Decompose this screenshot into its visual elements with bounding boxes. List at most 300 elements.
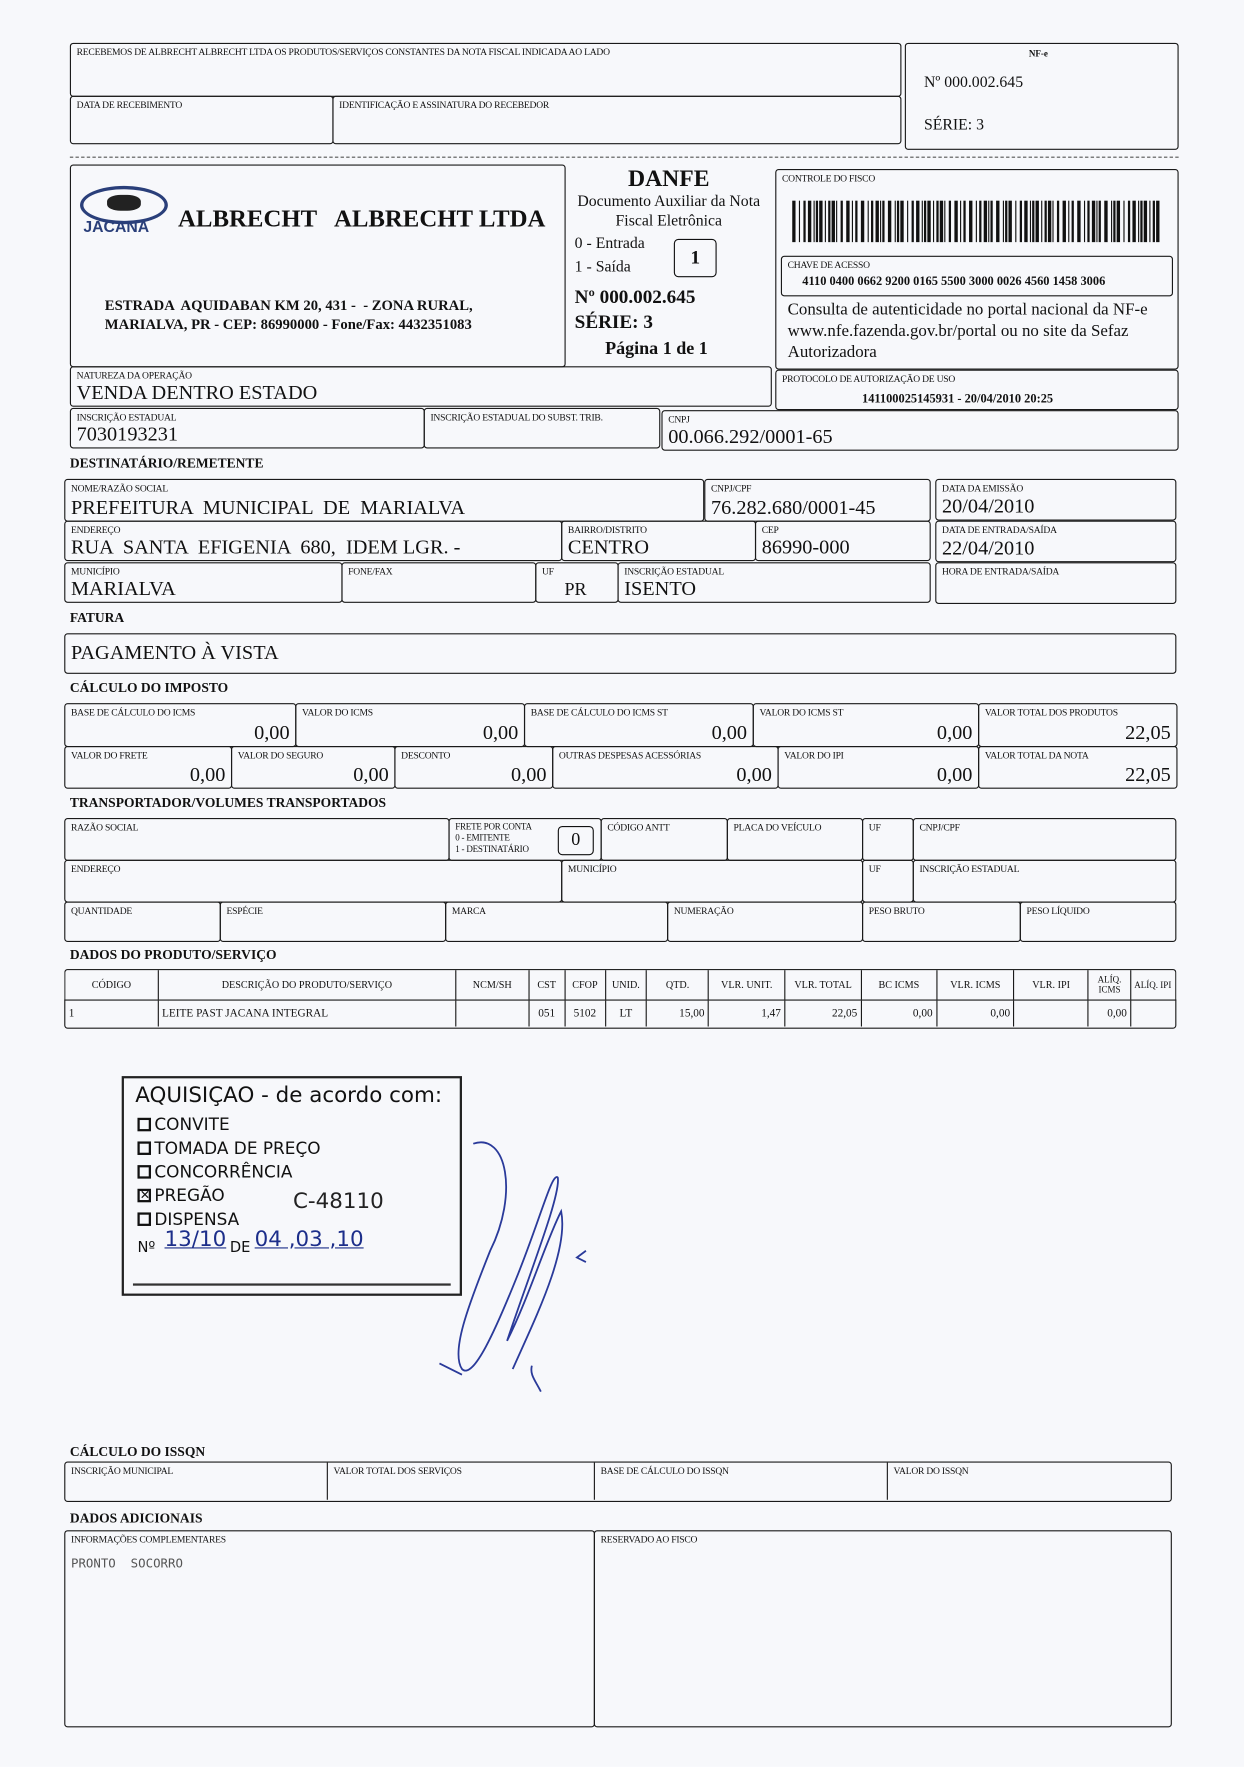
nature-field	[70, 366, 772, 407]
barcode-bar	[1003, 201, 1004, 243]
recipient-name-field	[64, 479, 704, 522]
net-weight-field	[1020, 901, 1177, 942]
barcode-bar	[922, 201, 923, 243]
label: HORA DE ENTRADA/SAÍDA	[942, 565, 1060, 577]
tax-field	[552, 746, 778, 789]
value: 76.282.680/0001-45	[711, 495, 876, 519]
receipt-box	[70, 43, 902, 97]
label: VALOR DO SEGURO	[237, 749, 324, 761]
tax-field	[753, 703, 979, 747]
table-cell: 0,00	[1089, 1001, 1132, 1027]
column-header: VLR. ICMS	[937, 970, 1015, 999]
products-heading: DADOS DO PRODUTO/SERVIÇO	[69, 946, 277, 963]
species-field	[220, 901, 446, 942]
column-header: VLR. IPI	[1015, 970, 1089, 999]
column-header: VLR. TOTAL	[785, 970, 861, 999]
label: VALOR DO IPI	[784, 749, 844, 761]
acquisition-stamp	[122, 1076, 462, 1296]
column-header: CÓDIGO	[65, 970, 158, 999]
label: ENDEREÇO	[70, 523, 121, 536]
tax-field	[64, 746, 232, 789]
transport-heading: TRANSPORTADOR/VOLUMES TRANSPORTADOS	[69, 794, 387, 811]
checkbox-icon	[137, 1212, 151, 1226]
value: 20/04/2010	[942, 494, 1035, 518]
city-field	[64, 562, 342, 603]
barcode-bar	[1149, 201, 1150, 243]
acquisition-date: 04 ,03 ,10	[254, 1227, 364, 1252]
value: ISENTO	[624, 576, 696, 600]
tax-field	[231, 746, 396, 789]
column-header: BC ICMS	[862, 970, 937, 999]
signature	[428, 1127, 631, 1397]
value: CENTRO	[567, 535, 650, 558]
value: 22/04/2010	[942, 536, 1035, 559]
emitter-city-phone: MARIALVA, PR - CEP: 86990000 - Fone/Fax: 4432351083	[104, 315, 472, 333]
label: INSCRIÇÃO ESTADUAL	[624, 565, 724, 577]
option-label: CONCORRÊNCIA	[154, 1161, 293, 1183]
value: 0,00	[511, 762, 547, 786]
carrier-name-field	[64, 818, 449, 861]
column-header: QTD.	[647, 970, 709, 999]
option-label: TOMADA DE PREÇO	[154, 1138, 321, 1159]
label: FONE/FAX	[348, 565, 393, 577]
label: INSCRIÇÃO ESTADUAL	[76, 411, 177, 423]
barcode-bar	[1072, 201, 1074, 243]
barcode-bar	[976, 201, 977, 243]
freight-value: 0	[558, 826, 594, 855]
gross-weight-field	[862, 901, 1021, 942]
label: VALOR TOTAL DA NOTA	[984, 749, 1089, 761]
additional-heading: DADOS ADICIONAIS	[69, 1509, 203, 1526]
access-key: 4110 0400 0662 9200 0165 5500 3000 0026 4560 1458 3006	[802, 274, 1106, 289]
value: 22,05	[1125, 721, 1171, 744]
barcode-bar	[852, 201, 853, 243]
label: DATA DE ENTRADA/SAÍDA	[942, 523, 1057, 536]
barcode-bar	[1030, 201, 1031, 243]
plate-field	[727, 818, 863, 861]
emitter-address: ESTRADA AQUIDABAN KM 20, 431 - - ZONA RURAL,	[104, 296, 473, 314]
value: 0,00	[936, 762, 973, 786]
table-cell: 051	[529, 1001, 565, 1027]
table-cell: 0,00	[937, 1001, 1015, 1027]
danfe-subtitle: Documento Auxiliar da Nota Fiscal Eletrônica	[577, 193, 761, 230]
cnpj-field	[661, 410, 1178, 451]
value: 0,00	[482, 721, 519, 744]
barcode-bar	[876, 201, 879, 243]
value: 0,00	[189, 762, 226, 786]
label: CNPJ/CPF	[711, 482, 752, 494]
cep-field	[755, 521, 931, 562]
barcode-bar	[846, 201, 849, 243]
label: OUTRAS DESPESAS ACESSÓRIAS	[558, 749, 702, 761]
acquisition-number: 13/10	[164, 1227, 227, 1252]
barcode-bar	[924, 201, 926, 243]
barcode-bar	[1113, 201, 1115, 243]
table-cell: LT	[606, 1001, 648, 1027]
label: VALOR DO ICMS	[301, 706, 373, 718]
barcode-bar	[933, 201, 934, 243]
complementary-info: PRONTO SOCORRO	[70, 1556, 183, 1571]
barcode-bar	[990, 201, 992, 243]
tax-field	[394, 746, 553, 789]
barcode-bar	[792, 201, 795, 243]
table-cell: 5102	[565, 1001, 605, 1027]
value: 0,00	[736, 762, 772, 786]
entry-time-field	[935, 562, 1176, 604]
no-label: Nº	[137, 1239, 156, 1257]
table-cell	[1015, 1001, 1089, 1027]
table-cell: 15,00	[647, 1001, 709, 1027]
tax-heading: CÁLCULO DO IMPOSTO	[69, 679, 229, 696]
label: BASE DE CÁLCULO DO ICMS	[70, 706, 196, 718]
value: 86990-000	[761, 535, 850, 558]
products-header-row	[64, 969, 1176, 1001]
barcode-bar	[927, 201, 930, 243]
antt-field	[601, 818, 728, 861]
issqn-heading: CÁLCULO DO ISSQN	[69, 1443, 206, 1460]
value: RUA SANTA EFIGENIA 680, IDEM LGR. -	[70, 535, 461, 558]
label: ENDEREÇO	[70, 863, 121, 875]
label: RAZÃO SOCIAL	[70, 821, 139, 833]
label: MARCA	[451, 904, 486, 917]
label: INFORMAÇÕES COMPLEMENTARES	[70, 1533, 226, 1545]
table-cell: 0,00	[862, 1001, 937, 1027]
barcode-bar	[814, 201, 815, 243]
label: INSCRIÇÃO ESTADUAL DO SUBST. TRIB.	[430, 411, 603, 423]
barcode-bar	[988, 201, 989, 243]
option-label: CONVITE	[154, 1114, 230, 1135]
barcode-bar	[996, 201, 999, 243]
complementary-info-field	[64, 1530, 595, 1727]
label: UF	[541, 565, 554, 577]
barcode-bar	[1032, 201, 1034, 243]
tax-field	[777, 746, 979, 789]
recipient-heading: DESTINATÁRIO/REMETENTE	[69, 455, 264, 472]
receipt-signature-field	[332, 96, 901, 144]
invoice-field	[64, 633, 1176, 674]
danfe-number: Nº 000.002.645	[574, 286, 696, 308]
barcode-bar	[1111, 201, 1112, 243]
value: PAGAMENTO À VISTA	[70, 641, 279, 664]
label: NUMERAÇÃO	[673, 904, 734, 917]
access-key-box	[781, 256, 1173, 297]
barcode-bar	[907, 201, 908, 243]
barcode-bar	[1140, 201, 1142, 243]
value: MARIALVA	[70, 576, 176, 600]
uf-field	[535, 562, 618, 603]
label: DATA DA EMISSÃO	[942, 482, 1024, 494]
invoice-heading: FATURA	[69, 609, 125, 626]
barcode	[792, 201, 1162, 243]
nfe-label: NF-e	[1028, 48, 1048, 59]
barcode-bar	[861, 201, 864, 243]
value: 0,00	[353, 762, 389, 786]
column-header: ALÍQ. IPI	[1134, 979, 1172, 990]
column-header: ALÍQ. ICMS	[1089, 970, 1132, 999]
value: PREFEITURA MUNICIPAL DE MARIALVA	[70, 495, 466, 519]
nfe-number: Nº 000.002.645	[923, 74, 1024, 92]
barcode-bar	[1084, 201, 1085, 243]
barcode-bar	[1117, 201, 1120, 243]
value: PR	[564, 580, 587, 600]
acquisition-option	[137, 1162, 292, 1182]
danfe-title: DANFE	[627, 164, 710, 192]
barcode-bar	[825, 201, 826, 243]
label: 1 - DESTINATÁRIO	[455, 843, 529, 855]
table-cell	[1131, 1001, 1174, 1027]
barcode-bar	[1153, 201, 1155, 243]
ie-st-field	[424, 408, 661, 449]
label: RESERVADO AO FISCO	[600, 1533, 698, 1545]
emitter-box	[70, 165, 566, 368]
carrier-uf-field	[862, 818, 914, 861]
label: NOME/RAZÃO SOCIAL	[70, 482, 168, 494]
numbering-field	[667, 901, 863, 942]
label: DESCONTO	[401, 749, 451, 761]
label: MUNICÍPIO	[70, 565, 120, 577]
recipient-address-field	[64, 521, 562, 562]
label: VALOR TOTAL DOS SERVIÇOS	[333, 1464, 462, 1477]
column-header: UNID.	[606, 970, 648, 999]
barcode-bar	[880, 201, 881, 243]
barcode-bar	[1045, 201, 1047, 243]
stamp-line	[133, 1283, 451, 1285]
acquisition-option	[137, 1138, 320, 1158]
barcode-bar	[855, 201, 857, 243]
fisco-box	[775, 169, 1178, 370]
table-cell: 1,47	[709, 1001, 785, 1027]
value: VENDA DENTRO ESTADO	[76, 380, 318, 404]
barcode-bar	[799, 201, 800, 243]
entry-date-field	[935, 521, 1176, 563]
receipt-text: RECEBEMOS DE ALBRECHT ALBRECHT LTDA OS PRODUTOS/SERVIÇOS CONSTANTES DA NOTA FISCAL INDICADA AO LADO	[76, 46, 610, 58]
value: 0,00	[254, 721, 290, 744]
freight-field	[448, 818, 601, 861]
recipient-ie-field	[617, 562, 930, 603]
barcode-bar	[832, 201, 835, 243]
column-header: CFOP	[565, 970, 605, 999]
barcode-bar	[1068, 201, 1069, 243]
label: BASE DE CÁLCULO DO ICMS ST	[530, 706, 668, 718]
barcode-bar	[949, 201, 951, 243]
label: PESO BRUTO	[868, 904, 925, 917]
table-cell: 22,05	[785, 1001, 861, 1027]
label: VALOR TOTAL DOS PRODUTOS	[984, 706, 1118, 718]
issqn-field	[328, 1463, 595, 1500]
danfe-header	[566, 165, 772, 368]
barcode-bar	[1138, 201, 1139, 243]
label: FRETE POR CONTA	[455, 821, 532, 832]
barcode-bar	[1123, 201, 1124, 243]
option-label: DISPENSA	[154, 1209, 240, 1230]
barcode-bar	[969, 201, 972, 243]
column-header: DESCRIÇÃO DO PRODUTO/SERVIÇO	[159, 970, 457, 999]
acquisition-option	[137, 1114, 229, 1134]
nfe-stub-box	[905, 43, 1179, 150]
label: 0 - EMITENTE	[455, 832, 510, 843]
acquisition-option	[137, 1185, 224, 1205]
barcode-bar	[841, 201, 843, 243]
label: MUNICÍPIO	[567, 863, 617, 875]
emitter-name: ALBRECHT ALBRECHT LTDA	[178, 203, 546, 233]
barcode-bar	[836, 201, 837, 243]
tax-field	[524, 703, 754, 747]
tax-field	[978, 746, 1177, 789]
barcode-bar	[888, 201, 891, 243]
label: BASE DE CÁLCULO DO ISSQN	[600, 1464, 729, 1477]
carrier-ie-field	[913, 860, 1177, 903]
barcode-bar	[1015, 201, 1016, 243]
table-cell: LEITE PAST JACANA INTEGRAL	[159, 1001, 457, 1027]
barcode-bar	[984, 201, 987, 243]
issqn-field	[595, 1463, 888, 1500]
stamp-title: AQUISIÇAO - de acordo com:	[135, 1082, 443, 1108]
barcode-bar	[1132, 201, 1135, 243]
value: 22,05	[1125, 762, 1171, 786]
barcode-bar	[1144, 201, 1147, 243]
tax-field	[64, 703, 296, 747]
label: DATA DE RECEBIMENTO	[76, 99, 183, 111]
barcode-bar	[1156, 201, 1159, 243]
label: PROTOCOLO DE AUTORIZAÇÃO DE USO	[781, 372, 956, 385]
barcode-bar	[871, 201, 873, 243]
label: CHAVE DE ACESSO	[787, 259, 870, 271]
label: IDENTIFICAÇÃO E ASSINATURA DO RECEBEDOR	[339, 99, 550, 111]
label: INSCRIÇÃO MUNICIPAL	[70, 1464, 174, 1477]
value: 7030193231	[76, 422, 179, 446]
quantity-field	[64, 901, 221, 942]
cut-line	[70, 157, 1179, 158]
checkbox-icon	[137, 1165, 151, 1179]
products-body	[64, 999, 1176, 1028]
barcode-bar	[1096, 201, 1097, 243]
barcode-bar	[1024, 201, 1027, 243]
barcode-bar	[916, 201, 919, 243]
barcode-bar	[1057, 201, 1059, 243]
barcode-bar	[1052, 201, 1053, 243]
checkbox-icon	[137, 1141, 151, 1155]
issqn-box	[64, 1461, 1172, 1502]
barcode-bar	[808, 201, 811, 243]
barcode-bar	[954, 201, 957, 243]
barcode-bar	[912, 201, 914, 243]
label: ESPÉCIE	[226, 904, 263, 917]
value: 0,00	[711, 721, 748, 744]
barcode-bar	[819, 201, 822, 243]
issqn-field	[888, 1463, 1170, 1500]
company-logo	[78, 186, 170, 238]
label: UF	[868, 821, 881, 833]
barcode-bar	[1020, 201, 1022, 243]
emission-date-field	[935, 479, 1176, 521]
district-field	[561, 521, 756, 562]
danfe-series: SÉRIE: 3	[574, 310, 653, 333]
de-label: DE	[229, 1239, 251, 1257]
issqn-field	[65, 1463, 328, 1500]
brand-field	[445, 901, 668, 942]
barcode-bar	[1099, 201, 1101, 243]
tax-field	[295, 703, 525, 747]
barcode-bar	[940, 201, 943, 243]
receipt-date-field	[70, 96, 334, 144]
barcode-bar	[1104, 201, 1107, 243]
checked-checkbox-icon: ✕	[137, 1189, 151, 1203]
type-entry: 0 - Entrada	[574, 235, 645, 253]
column-header: NCM/SH	[456, 970, 529, 999]
label: VALOR DO FRETE	[70, 749, 148, 761]
label: VALOR DO ISSQN	[893, 1464, 969, 1477]
barcode-bar	[1048, 201, 1051, 243]
carrier-address-field	[64, 860, 562, 903]
barcode-bar	[979, 201, 981, 243]
barcode-bar	[1036, 201, 1039, 243]
label: QUANTIDADE	[70, 904, 133, 917]
process-number: C-48110	[292, 1188, 384, 1214]
option-label: PREGÃO	[154, 1185, 225, 1206]
barcode-bar	[816, 201, 818, 243]
barcode-bar	[944, 201, 945, 243]
barcode-bar	[803, 201, 805, 243]
value: 00.066.292/0001-65	[668, 424, 833, 448]
barcode-bar	[1041, 201, 1042, 243]
recipient-cnpj-field	[704, 479, 930, 522]
column-header: VLR. UNIT.	[709, 970, 785, 999]
value: 0,00	[936, 721, 973, 744]
carrier-uf2-field	[862, 860, 914, 903]
barcode-bar	[1087, 201, 1089, 243]
protocol-field	[775, 370, 1178, 411]
type-value: 1	[674, 239, 717, 277]
label: PLACA DO VEÍCULO	[733, 821, 822, 833]
fisco-reserved-field	[594, 1530, 1172, 1727]
table-cell	[456, 1001, 529, 1027]
label: CONTROLE DO FISCO	[781, 172, 876, 184]
barcode-bar	[1008, 201, 1011, 243]
barcode-bar	[960, 201, 961, 243]
label: UF	[868, 863, 881, 875]
barcode-bar	[963, 201, 965, 243]
barcode-bar	[868, 201, 869, 243]
table-cell: 1	[65, 1001, 158, 1027]
carrier-cnpj-field	[913, 818, 1177, 861]
barcode-bar	[1063, 201, 1066, 243]
label: INSCRIÇÃO ESTADUAL	[919, 863, 1020, 875]
barcode-bar	[882, 201, 884, 243]
label: CNPJ	[668, 413, 690, 425]
barcode-bar	[1092, 201, 1095, 243]
barcode-bar	[895, 201, 896, 243]
consult-text: Consulta de autenticidade no portal nacional da NF-e www.nfe.fazenda.gov.br/portal ou no site da Sefaz Autorizadora	[787, 300, 1148, 362]
value: 141100025145931 - 20/04/2010 20:25	[862, 392, 1054, 406]
logo-text: JACANA	[83, 217, 150, 236]
carrier-city-field	[561, 860, 863, 903]
danfe-page: Página 1 de 1	[605, 339, 708, 359]
barcode-bar	[828, 201, 830, 243]
label: NATUREZA DA OPERAÇÃO	[76, 369, 192, 381]
label: PESO LÍQUIDO	[1026, 904, 1090, 917]
label: CNPJ/CPF	[919, 821, 960, 833]
label: BAIRRO/DISTRITO	[567, 523, 647, 536]
label: CEP	[761, 523, 779, 536]
barcode-bar	[897, 201, 899, 243]
barcode-bar	[900, 201, 903, 243]
checkbox-icon	[137, 1118, 151, 1132]
barcode-bar	[1128, 201, 1130, 243]
label: VALOR DO ICMS ST	[759, 706, 844, 718]
barcode-bar	[936, 201, 938, 243]
type-exit: 1 - Saída	[574, 259, 631, 277]
barcode-bar	[1005, 201, 1007, 243]
